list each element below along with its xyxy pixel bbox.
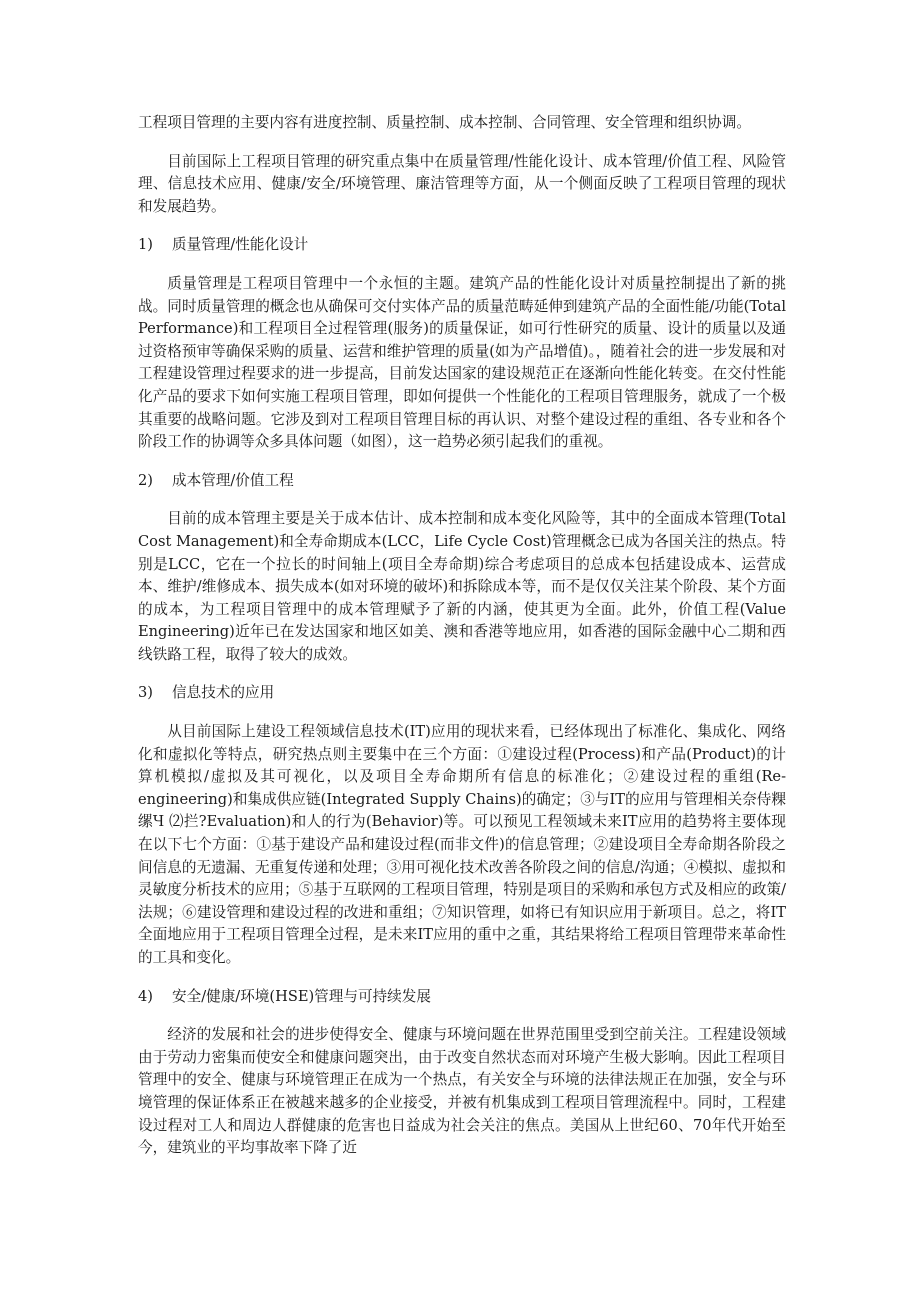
section-2-number: 2) [138,471,153,489]
section-2-body: 目前的成本管理主要是关于成本估计、成本控制和成本变化风险等，其中的全面成本管理(Total Cost Management)和全寿命期成本(LCC，Life Cycle Cost)管理概念已成为各国关注的热点。特别是LCC，它在一个拉长的时间轴上(项目全寿命期)综合考虑项目的总成本包括建设成本、运营成本、维护/维修成本、损失成本(如对环境的破坏)和拆除成本等，而不是仅仅关注某个阶段、某个方面的成本，为工程项目管理中的成本管理赋予了新的内涵，使其更为全面。此外，价值工程(Value Engineering)近年已在发达国家和地区如美、澳和香港等地应用，如香港的国际金融中心二期和西线铁路工程，取得了较大的成效。 [138,510,786,663]
intro-paragraph-1: 工程项目管理的主要内容有进度控制、质量控制、成本控制、合同管理、安全管理和组织协调。 [138,114,751,131]
section-4-title: 安全/健康/环境(HSE)管理与可持续发展 [172,987,431,1005]
section-4-body: 经济的发展和社会的进步使得安全、健康与环境问题在世界范围里受到空前关注。工程建设领域由于劳动力密集而使安全和健康问题突出，由于改变自然状态而对环境产生极大影响。因此工程项目管理中的安全、健康与环境管理正在成为一个热点，有关安全与环境的法律法规正在加强，安全与环境管理的保证体系正在被越来越多的企业接受，并被有机集成到工程项目管理流程中。同时，工程建设过程对工人和周边人群健康的危害也日益成为社会关注的焦点。美国从上世纪60、70年代开始至今，建筑业的平均事故率下降了近 [138,1026,786,1157]
section-4-heading [138,986,786,1009]
section-2-title: 成本管理/价值工程 [172,471,294,489]
section-4-number: 4) [138,987,153,1005]
section-2-heading [138,470,786,493]
section-3-heading [138,682,786,705]
section-3-body: 从目前国际上建设工程领域信息技术(IT)应用的现状来看，已经体现出了标准化、集成化、网络化和虚拟化等特点，研究热点则主要集中在三个方面：①建设过程(Process)和产品(Product)的计算机模拟/虚拟及其可视化，以及项目全寿命期所有信息的标准化；②建设过程的重组(Re-engineering)和集成供应链(Integrated Supply Chains)的确定；③与IT的应用与管理相关奈侍粿 缧Ч ⑵拦?Evaluation)和人的行为(Behavior)等。可以预见工程领域未来IT应用的趋势将主要体现在以下七个方面：①基于建设产品和建设过程(而非文件)的信息管理；②建设项目全寿命期各阶段之间信息的无遗漏、无重复传递和处理；③用可视化技术改善各阶段之间的信息/沟通；④模拟、虚拟和灵敏度分析技术的应用；⑤基于互联网的工程项目管理，特别是项目的采购和承包方式及相应的政策/法规；⑥建设管理和建设过程的改进和重组；⑦知识管理，如将已有知识应用于新项目。总之，将IT全面地应用于工程项目管理全过程，是未来IT应用的重中之重，其结果将给工程项目管理带来革命性的工具和变化。 [138,723,786,966]
section-1-heading [138,234,786,257]
section-1-body: 质量管理是工程项目管理中一个永恒的主题。建筑产品的性能化设计对质量控制提出了新的挑战。同时质量管理的概念也从确保可交付实体产品的质量范畴延伸到建筑产品的全面性能/功能(Total Performance)和工程项目全过程管理(服务)的质量保证，如可行性研究的质量、设计的质量以及通过资格预审等确保采购的质量、运营和维护管理的质量(如为产品增值)。，随着社会的进一步发展和对工程建设管理过程要求的进一步提高，目前发达国家的建设规范正在逐渐向性能化转变。在交付性能化产品的要求下如何实施工程项目管理，即如何提供一个性能化的工程项目管理服务，就成了一个极其重要的战略问题。它涉及到对工程项目管理目标的再认识、对整个建设过程的重组、各专业和各个阶段工作的协调等众多具体问题（如图），这一趋势必须引起我们的重视。 [138,274,786,451]
section-1-number: 1) [138,236,153,254]
section-3-number: 3) [138,684,153,702]
section-1-title: 质量管理/性能化设计 [172,236,309,254]
intro-paragraph-2: 目前国际上工程项目管理的研究重点集中在质量管理/性能化设计、成本管理/价值工程、风险管理、信息技术应用、健康/安全/环境管理、廉洁管理等方面，从一个侧面反映了工程项目管理的现状和发展趋势。 [138,152,786,215]
document-page [138,112,786,1176]
section-3-title: 信息技术的应用 [172,684,275,702]
